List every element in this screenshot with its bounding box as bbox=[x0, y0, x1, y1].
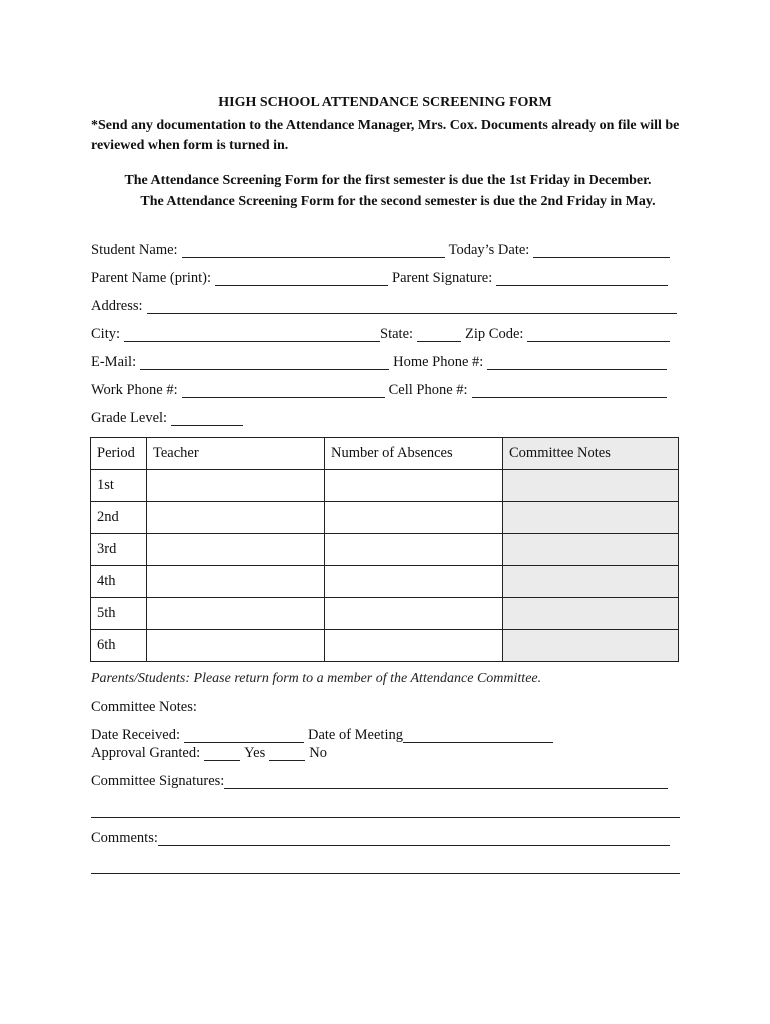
committee-signatures-field[interactable] bbox=[224, 773, 668, 789]
grade-level-field[interactable] bbox=[171, 410, 243, 426]
teacher-cell[interactable] bbox=[147, 630, 325, 662]
documentation-instructions: *Send any documentation to the Attendance Manager, Mrs. Cox. Documents already on file will be reviewed when form is turned in. bbox=[91, 118, 680, 153]
period-cell: 2nd bbox=[91, 502, 147, 534]
table-row bbox=[91, 566, 679, 598]
cell-phone-field[interactable] bbox=[472, 382, 667, 398]
parent-name-label: Parent Name (print): bbox=[91, 270, 211, 286]
table-row bbox=[91, 630, 679, 662]
absences-cell[interactable] bbox=[325, 502, 503, 534]
approval-no-label: No bbox=[309, 745, 327, 761]
zip-code-label: Zip Code: bbox=[465, 326, 524, 342]
address-row bbox=[91, 296, 681, 316]
second-semester-due-note: The Attendance Screening Form for the second semester is due the 2nd Friday in May. bbox=[140, 194, 656, 209]
date-received-label: Date Received: bbox=[91, 727, 180, 743]
teacher-cell[interactable] bbox=[147, 598, 325, 630]
state-label: State: bbox=[380, 326, 414, 342]
city-state-zip-row bbox=[91, 324, 681, 344]
absences-column-header: Number of Absences bbox=[325, 438, 503, 470]
approval-yes-field[interactable] bbox=[204, 745, 240, 761]
committee-notes-cell[interactable] bbox=[503, 470, 679, 502]
work-phone-label: Work Phone #: bbox=[91, 382, 178, 398]
committee-signatures-extra-line[interactable] bbox=[91, 817, 680, 818]
absences-cell[interactable] bbox=[325, 566, 503, 598]
form-title: HIGH SCHOOL ATTENDANCE SCREENING FORM bbox=[218, 95, 552, 110]
approval-granted-label: Approval Granted: bbox=[91, 745, 201, 761]
work-phone-field[interactable] bbox=[182, 382, 385, 398]
address-label: Address: bbox=[91, 298, 143, 314]
teacher-cell[interactable] bbox=[147, 470, 325, 502]
period-cell: 6th bbox=[91, 630, 147, 662]
absences-table bbox=[90, 437, 679, 662]
state-field[interactable] bbox=[417, 326, 461, 342]
period-column-header: Period bbox=[91, 438, 147, 470]
email-label: E-Mail: bbox=[91, 354, 137, 370]
committee-notes-cell[interactable] bbox=[503, 566, 679, 598]
committee-notes-label: Committee Notes: bbox=[91, 699, 197, 715]
absences-cell[interactable] bbox=[325, 534, 503, 566]
teacher-cell[interactable] bbox=[147, 566, 325, 598]
period-cell: 4th bbox=[91, 566, 147, 598]
parent-signature-label: Parent Signature: bbox=[392, 270, 493, 286]
city-label: City: bbox=[91, 326, 121, 342]
table-header-row bbox=[91, 438, 679, 470]
student-name-field[interactable] bbox=[182, 242, 445, 258]
comments-extra-line[interactable] bbox=[91, 873, 680, 874]
zip-code-field[interactable] bbox=[527, 326, 670, 342]
email-home-phone-row bbox=[91, 352, 681, 372]
address-field[interactable] bbox=[147, 298, 677, 314]
absences-cell[interactable] bbox=[325, 470, 503, 502]
teacher-column-header: Teacher bbox=[147, 438, 325, 470]
grade-level-label: Grade Level: bbox=[91, 410, 168, 426]
committee-notes-column-header: Committee Notes bbox=[503, 438, 679, 470]
absences-cell[interactable] bbox=[325, 598, 503, 630]
parent-row bbox=[91, 268, 681, 288]
parent-name-field[interactable] bbox=[215, 270, 388, 286]
email-field[interactable] bbox=[140, 354, 389, 370]
table-row bbox=[91, 534, 679, 566]
period-cell: 3rd bbox=[91, 534, 147, 566]
date-received-row bbox=[91, 725, 681, 745]
table-row bbox=[91, 598, 679, 630]
teacher-cell[interactable] bbox=[147, 502, 325, 534]
student-name-label: Student Name: bbox=[91, 242, 178, 258]
period-cell: 1st bbox=[91, 470, 147, 502]
student-name-row bbox=[91, 240, 681, 260]
cell-phone-label: Cell Phone #: bbox=[388, 382, 468, 398]
comments-label: Comments: bbox=[91, 830, 158, 846]
committee-signatures-row bbox=[91, 771, 681, 791]
date-of-meeting-label: Date of Meeting bbox=[307, 727, 403, 743]
table-row bbox=[91, 470, 679, 502]
date-of-meeting-field[interactable] bbox=[403, 727, 553, 743]
todays-date-field[interactable] bbox=[533, 242, 670, 258]
committee-notes-cell[interactable] bbox=[503, 534, 679, 566]
comments-row bbox=[91, 828, 681, 848]
committee-notes-cell[interactable] bbox=[503, 502, 679, 534]
work-cell-phone-row bbox=[91, 380, 681, 400]
home-phone-field[interactable] bbox=[487, 354, 667, 370]
todays-date-label: Today’s Date: bbox=[448, 242, 530, 258]
period-cell: 5th bbox=[91, 598, 147, 630]
comments-field[interactable] bbox=[158, 830, 670, 846]
return-form-note: Parents/Students: Please return form to a member of the Attendance Committee. bbox=[91, 671, 542, 686]
committee-notes-cell[interactable] bbox=[503, 630, 679, 662]
first-semester-due-note: The Attendance Screening Form for the first semester is due the 1st Friday in December. bbox=[124, 173, 652, 188]
parent-signature-field[interactable] bbox=[496, 270, 668, 286]
absences-cell[interactable] bbox=[325, 630, 503, 662]
table-row bbox=[91, 502, 679, 534]
teacher-cell[interactable] bbox=[147, 534, 325, 566]
city-field[interactable] bbox=[124, 326, 380, 342]
committee-notes-cell[interactable] bbox=[503, 598, 679, 630]
approval-no-field[interactable] bbox=[269, 745, 305, 761]
approval-yes-label: Yes bbox=[244, 745, 266, 761]
grade-level-row bbox=[91, 408, 681, 428]
committee-signatures-label: Committee Signatures: bbox=[91, 773, 225, 789]
date-received-field[interactable] bbox=[184, 727, 304, 743]
home-phone-label: Home Phone #: bbox=[393, 354, 484, 370]
approval-row bbox=[91, 743, 681, 763]
